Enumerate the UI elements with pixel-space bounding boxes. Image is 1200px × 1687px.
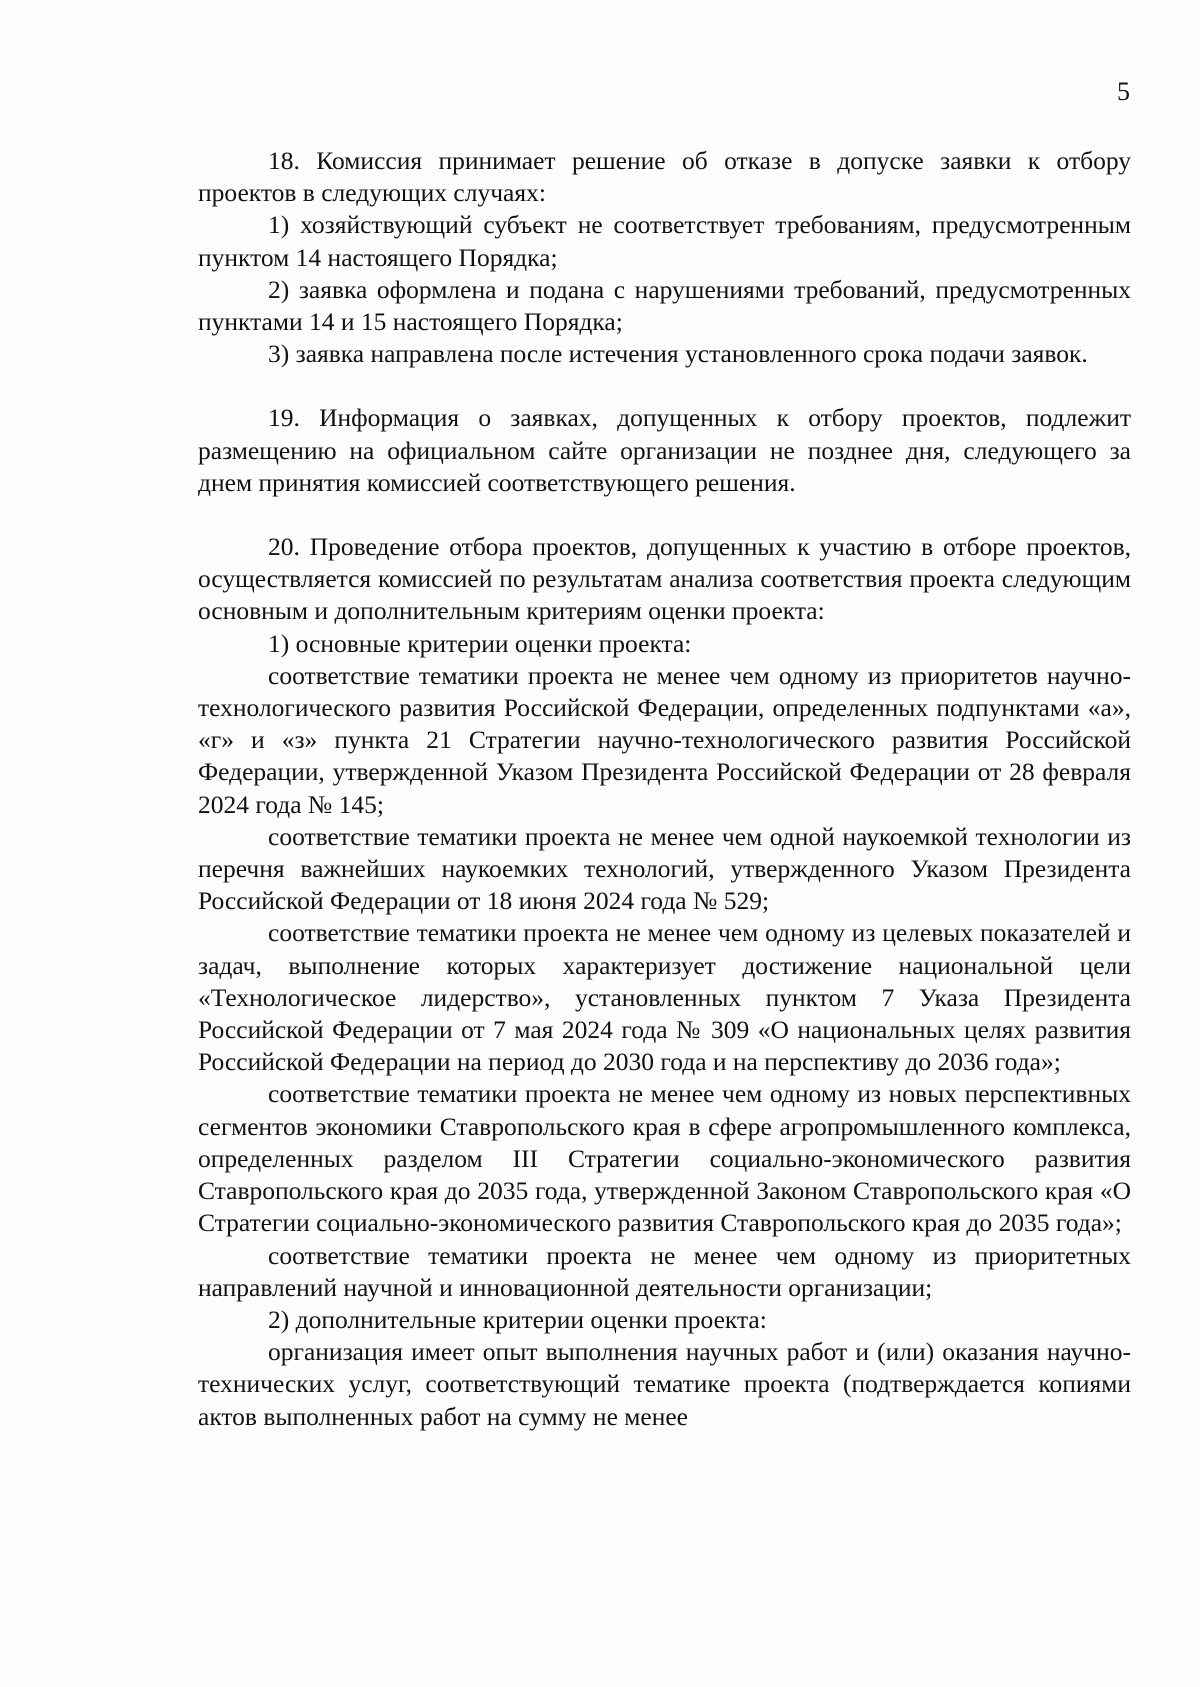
list-item-18-2: 2) заявка оформлена и подана с нарушениями требований, предусмотренных пунктами 14 и 15 настоящего Порядка; bbox=[198, 274, 1131, 337]
page-number: 5 bbox=[1117, 77, 1130, 106]
paragraph-18: 18. Комиссия принимает решение об отказе в допуске заявки к отбору проектов в следующих случаях: bbox=[198, 146, 1131, 208]
paragraph-gap bbox=[198, 499, 1131, 531]
list-item-18-1: 1) хозяйствующий субъект не соответствует требованиям, предусмотренным пунктом 14 настоящего Порядка; bbox=[198, 210, 1131, 272]
criteria-heading-main: 1) основные критерии оценки проекта: bbox=[268, 628, 692, 658]
paragraph-20: 20. Проведение отбора проектов, допущенных к участию в отборе проектов, осуществляется комиссией по результатам анализа соответствия проекта следующим основным и дополнительным критериям оценки проекта: bbox=[198, 532, 1131, 626]
criterion-main-4: соответствие тематики проекта не менее чем одному из новых перспективных сегментов экономики Ставропольского края в сфере агропромышленного комплекса, определенных разделом III Стратегии социально-экономического развития Ставропольского края до 2035 года, утвержденной Законом Ставропольского края «О Стратегии социально-экономического развития Ставропольского края до 2035 года»; bbox=[198, 1079, 1131, 1238]
criterion-main-3: соответствие тематики проекта не менее чем одному из целевых показателей и задач, выполнение которых характеризует достижение национальной цели «Технологическое лидерство», установленных пунктом 7 Указа Президента Российской Федерации от 7 мая 2024 года № 309 «О национальных целях развития Российской Федерации на период до 2030 года и на перспективу до 2036 года»; bbox=[198, 918, 1131, 1077]
criterion-main-2: соответствие тематики проекта не менее чем одной наукоемкой технологии из перечня важнейших наукоемких технологий, утвержденного Указом Президента Российской Федерации от 18 июня 2024 года № 529; bbox=[198, 821, 1131, 916]
list-item-18-3: 3) заявка направлена после истечения установленного срока подачи заявок. bbox=[268, 339, 1088, 369]
criterion-main-1: соответствие тематики проекта не менее чем одному из приоритетов научно-технологического развития Российской Федерации, определенных подпунктами «а», «г» и «з» пункта 21 Стратегии научно-технологического развития Российской Федерации, утвержденной Указом Президента Российской Федерации от 28 февраля 2024 года № 145; bbox=[198, 660, 1131, 819]
paragraph-19: 19. Информация о заявках, допущенных к отбору проектов, подлежит размещению на официальном сайте организации не позднее дня, следующего за днем принятия комиссией соответствующего решения. bbox=[198, 403, 1131, 497]
criterion-additional-1: организация имеет опыт выполнения научных работ и (или) оказания научно-технических услуг, соответствующий тематике проекта (подтверждается копиями актов выполненных работ на сумму не менее bbox=[198, 1337, 1131, 1431]
criteria-heading-additional: 2) дополнительные критерии оценки проекта: bbox=[268, 1304, 767, 1334]
criterion-main-5: соответствие тематики проекта не менее чем одному из приоритетных направлений научной и инновационной деятельности организации; bbox=[198, 1240, 1131, 1302]
paragraph-gap bbox=[198, 370, 1131, 402]
document-body bbox=[198, 145, 1131, 1433]
